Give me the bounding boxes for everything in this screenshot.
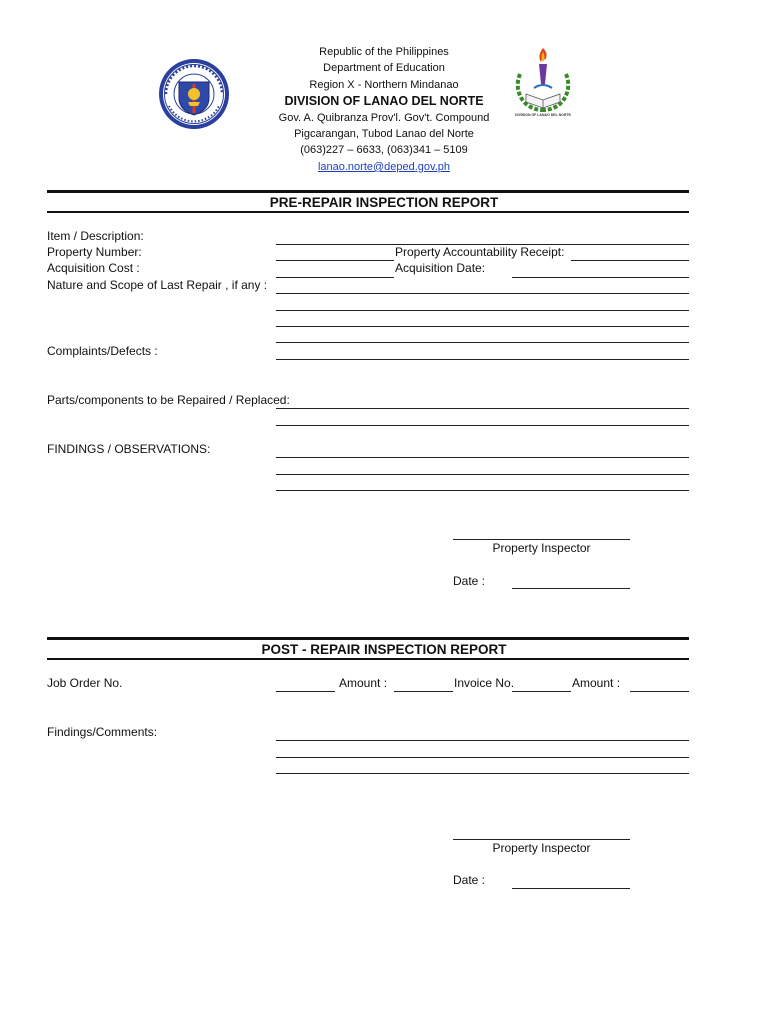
nature-scope-line-3[interactable] bbox=[276, 326, 689, 327]
item-description-label: Item / Description: bbox=[47, 229, 144, 243]
parts-components-label: Parts/components to be Repaired / Replaced: bbox=[47, 393, 290, 407]
nature-scope-line-2[interactable] bbox=[276, 310, 689, 311]
findings-line-2[interactable] bbox=[276, 474, 689, 475]
post-title-top-rule bbox=[47, 637, 689, 640]
property-number-line[interactable] bbox=[276, 260, 394, 261]
acquisition-cost-line[interactable] bbox=[276, 277, 394, 278]
invoice-line[interactable] bbox=[512, 691, 571, 692]
amount-label-1: Amount : bbox=[339, 676, 388, 690]
findings-line-3[interactable] bbox=[276, 490, 689, 491]
header-division: DIVISION OF LANAO DEL NORTE bbox=[284, 94, 484, 108]
amount-label-2: Amount : bbox=[572, 676, 621, 690]
complaints-line-1[interactable] bbox=[276, 342, 689, 343]
findings-line-1[interactable] bbox=[276, 457, 689, 458]
post-title-bottom-rule bbox=[47, 658, 689, 660]
acquisition-date-label: Acquisition Date: bbox=[395, 261, 486, 275]
property-number-label: Property Number: bbox=[47, 245, 142, 259]
header-republic: Republic of the Philippines bbox=[319, 46, 449, 58]
pre-repair-title: PRE-REPAIR INSPECTION REPORT bbox=[269, 195, 499, 210]
acquisition-date-line[interactable] bbox=[512, 277, 689, 278]
post-inspector-signature-line[interactable] bbox=[453, 839, 630, 840]
header-department: Department of Education bbox=[323, 62, 445, 74]
complaints-defects-label: Complaints/Defects : bbox=[47, 344, 158, 358]
acquisition-cost-label: Acquisition Cost : bbox=[47, 261, 140, 275]
post-date-line[interactable] bbox=[512, 888, 630, 889]
pre-title-bottom-rule bbox=[47, 211, 689, 213]
pre-title-top-rule bbox=[47, 190, 689, 193]
complaints-line-2[interactable] bbox=[276, 359, 689, 360]
findings-observations-label: FINDINGS / OBSERVATIONS: bbox=[47, 442, 211, 456]
pre-inspector-signature-line[interactable] bbox=[453, 539, 630, 540]
header-email-link[interactable]: lanao.norte@deped.gov.ph bbox=[317, 161, 451, 173]
comments-line-3[interactable] bbox=[276, 773, 689, 774]
header-phones: (063)227 – 6633, (063)341 – 5109 bbox=[300, 144, 468, 156]
invoice-label: Invoice No. bbox=[454, 676, 515, 690]
job-order-label: Job Order No. bbox=[47, 676, 123, 690]
header-address-2: Pigcarangan, Tubod Lanao del Norte bbox=[294, 128, 474, 140]
comments-line-2[interactable] bbox=[276, 757, 689, 758]
parts-line-1[interactable] bbox=[276, 408, 689, 409]
post-date-label: Date : bbox=[453, 873, 486, 887]
post-property-inspector-caption: Property Inspector bbox=[492, 841, 591, 855]
pre-property-inspector-caption: Property Inspector bbox=[492, 541, 591, 555]
pre-date-line[interactable] bbox=[512, 588, 630, 589]
job-order-line[interactable] bbox=[276, 691, 335, 692]
nature-scope-label: Nature and Scope of Last Repair , if any : bbox=[47, 278, 268, 292]
nature-scope-line-1[interactable] bbox=[276, 293, 689, 294]
division-logo-caption: DIVISION OF LANAO DEL NORTE bbox=[515, 113, 571, 117]
pre-date-label: Date : bbox=[453, 574, 486, 588]
post-repair-title: POST - REPAIR INSPECTION REPORT bbox=[261, 642, 507, 657]
amount-line-1[interactable] bbox=[394, 691, 453, 692]
findings-comments-label: Findings/Comments: bbox=[47, 725, 158, 739]
property-accountability-receipt-label: Property Accountability Receipt: bbox=[395, 245, 565, 259]
comments-line-1[interactable] bbox=[276, 740, 689, 741]
amount-line-2[interactable] bbox=[630, 691, 689, 692]
item-description-line[interactable] bbox=[276, 244, 689, 245]
parts-line-2[interactable] bbox=[276, 425, 689, 426]
header-region: Region X - Northern Mindanao bbox=[309, 79, 459, 91]
property-accountability-receipt-line[interactable] bbox=[571, 260, 689, 261]
header-address-1: Gov. A. Quibranza Prov'l. Gov't. Compound bbox=[278, 112, 490, 124]
